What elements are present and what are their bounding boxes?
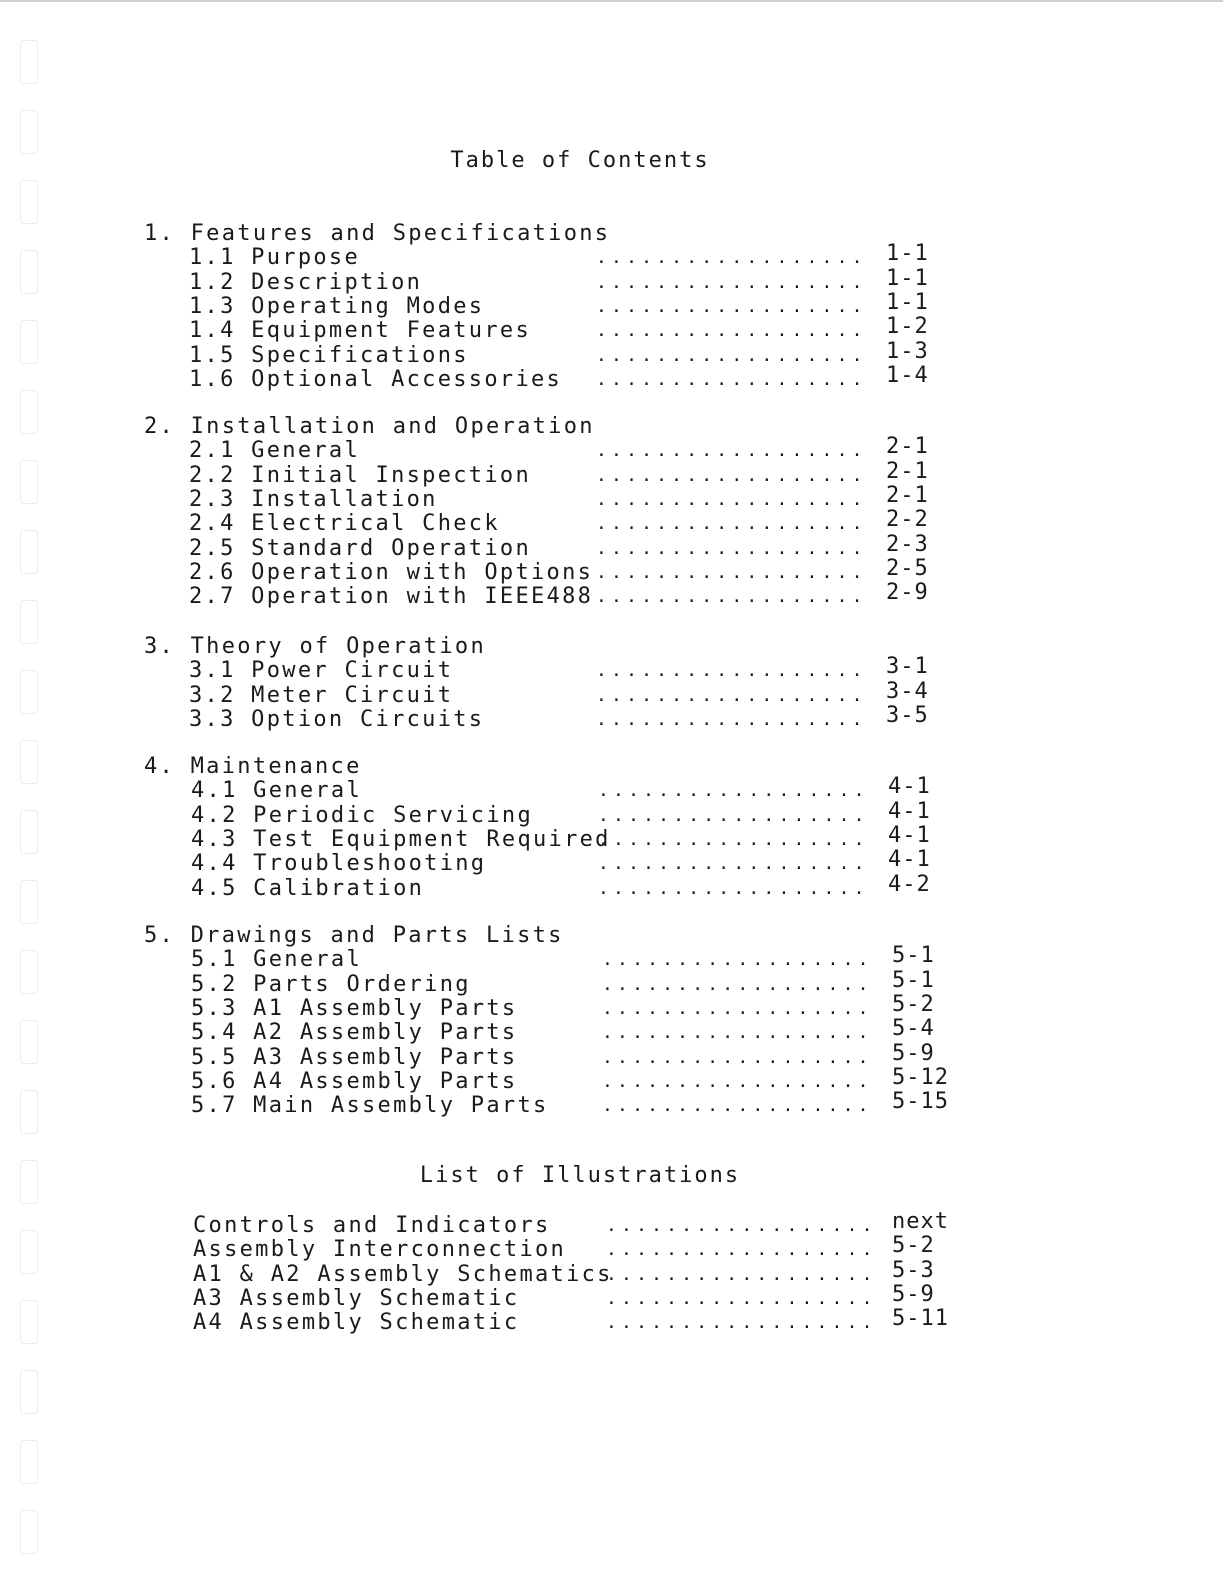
- page-number: 2-9: [886, 580, 929, 606]
- page-number: 3-5: [886, 702, 929, 728]
- page-number: 2-2: [886, 507, 929, 533]
- page-number: 1-1: [886, 289, 929, 315]
- leader-dots: ..................: [602, 973, 873, 995]
- leader-dots: ..................: [606, 1287, 877, 1309]
- leader-dots: ..................: [596, 247, 867, 269]
- leader-dots: ..................: [596, 464, 867, 486]
- page-number: 5-12: [892, 1064, 949, 1090]
- page-number: 4-2: [888, 871, 931, 897]
- section-title: 3. Theory of Operation: [144, 634, 486, 659]
- page-number: 5-2: [892, 1233, 935, 1259]
- binder-hole: [20, 1300, 38, 1344]
- toc-entry-label: 1.3 Operating Modes: [189, 293, 485, 319]
- toc-entry-label: 5.3 A1 Assembly Parts: [191, 995, 518, 1021]
- leader-dots: ..................: [602, 997, 873, 1019]
- toc-entry-label: 3.1 Power Circuit: [189, 658, 454, 684]
- leader-dots: ..................: [602, 1070, 873, 1092]
- toc-entry-label: 2.4 Electrical Check: [189, 511, 500, 537]
- binder-hole: [20, 1230, 38, 1274]
- binder-hole: [20, 950, 38, 994]
- toc-entry-label: 1.2 Description: [189, 269, 423, 295]
- leader-dots: ..................: [596, 660, 867, 682]
- page-number: 2-1: [886, 434, 929, 460]
- toc-entry-label: 4.2 Periodic Servicing: [191, 802, 533, 828]
- binder-hole: [20, 460, 38, 504]
- binder-hole: [20, 1090, 38, 1134]
- binder-hole: [20, 1370, 38, 1414]
- binder-hole: [20, 1440, 38, 1484]
- binder-hole: [20, 880, 38, 924]
- page-number: 4-1: [888, 847, 931, 873]
- section-title: 4. Maintenance: [144, 754, 362, 779]
- toc-entry-label: 2.5 Standard Operation: [189, 535, 531, 561]
- page-number: 3-1: [886, 654, 929, 680]
- toc-entry-label: 2.1 General: [189, 438, 360, 464]
- leader-dots: ..................: [602, 949, 873, 971]
- binder-hole: [20, 670, 38, 714]
- page-number: 4-1: [888, 822, 931, 848]
- toc-entry-label: 1.6 Optional Accessories: [189, 366, 563, 392]
- toc-entry-label: 2.7 Operation with IEEE488: [189, 584, 594, 610]
- leader-dots: ..................: [606, 1263, 877, 1285]
- toc-entry-label: 5.4 A2 Assembly Parts: [191, 1020, 518, 1046]
- leader-dots: ..................: [596, 368, 867, 390]
- leader-dots: ..................: [596, 488, 867, 510]
- leader-dots: ..................: [596, 561, 867, 583]
- page-number: 5-1: [892, 967, 935, 993]
- page-number: 5-9: [892, 1040, 935, 1066]
- illustration-label: A3 Assembly Schematic: [193, 1285, 520, 1311]
- leader-dots: ..................: [596, 344, 867, 366]
- page-number: 3-4: [886, 678, 929, 704]
- page-number: 5-15: [892, 1089, 949, 1115]
- illustration-label: A4 Assembly Schematic: [193, 1310, 520, 1336]
- toc-entry-label: 5.7 Main Assembly Parts: [191, 1093, 549, 1119]
- binder-hole: [20, 600, 38, 644]
- page-number: 1-4: [886, 362, 929, 388]
- page-number: 5-2: [892, 991, 935, 1017]
- toc-entry-label: 1.5 Specifications: [189, 342, 469, 368]
- illustration-label: A1 & A2 Assembly Schematics: [193, 1261, 613, 1287]
- page-number: 5-3: [892, 1257, 935, 1283]
- leader-dots: ..................: [598, 780, 869, 802]
- page-number: 1-3: [886, 338, 929, 364]
- leader-dots: ..................: [596, 440, 867, 462]
- leader-dots: ..................: [598, 828, 869, 850]
- toc-entry-label: 1.4 Equipment Features: [189, 318, 531, 344]
- toc-entry-label: 5.5 A3 Assembly Parts: [191, 1044, 518, 1070]
- page-number: 1-1: [886, 241, 929, 267]
- binder-hole: [20, 180, 38, 224]
- toc-entry-label: 3.3 Option Circuits: [189, 706, 485, 732]
- binder-hole: [20, 40, 38, 84]
- binder-hole: [20, 740, 38, 784]
- page-number: 1-1: [886, 265, 929, 291]
- toc-entry-label: 4.5 Calibration: [191, 875, 425, 901]
- page-number: 5-4: [892, 1016, 935, 1042]
- leader-dots: ..................: [606, 1215, 877, 1236]
- leader-dots: ..................: [596, 586, 867, 608]
- section-title: 5. Drawings and Parts Lists: [144, 923, 564, 948]
- leader-dots: ..................: [606, 1239, 877, 1261]
- toc-entry-label: 5.2 Parts Ordering: [191, 971, 471, 997]
- illustrations-title: List of Illustrations: [419, 1163, 741, 1188]
- leader-dots: ..................: [598, 877, 869, 899]
- leader-dots: ..................: [596, 684, 867, 706]
- leader-dots: ..................: [602, 1046, 873, 1068]
- page-number: 5-9: [892, 1281, 935, 1307]
- page-edge: [0, 0, 1223, 2]
- leader-dots: ..................: [596, 295, 867, 317]
- binder-hole: [20, 1510, 38, 1554]
- toc-entry-label: 1.1 Purpose: [189, 245, 360, 271]
- toc-entry-label: 4.4 Troubleshooting: [191, 851, 487, 877]
- page-number: 1-2: [886, 314, 929, 340]
- binder-hole: [20, 250, 38, 294]
- leader-dots: ..................: [602, 1022, 873, 1044]
- section-title: 2. Installation and Operation: [144, 414, 595, 439]
- leader-dots: ..................: [596, 320, 867, 342]
- page-number: 5-11: [892, 1306, 949, 1332]
- toc-entry-label: 4.3 Test Equipment Required: [191, 826, 611, 852]
- leader-dots: ..................: [602, 1095, 873, 1117]
- leader-dots: ..................: [596, 271, 867, 293]
- toc-entry-label: 2.3 Installation: [189, 486, 438, 512]
- toc-entry-label: 5.6 A4 Assembly Parts: [191, 1068, 518, 1094]
- illustration-label: Assembly Interconnection: [193, 1237, 567, 1263]
- page-number: 5-1: [892, 943, 935, 969]
- toc-entry-label: 2.2 Initial Inspection: [189, 462, 531, 488]
- illustration-label: Controls and Indicators: [193, 1213, 551, 1238]
- page-number: 2-3: [886, 531, 929, 557]
- leader-dots: ..................: [596, 537, 867, 559]
- binder-hole: [20, 530, 38, 574]
- page-number: next: [892, 1209, 949, 1234]
- binder-hole: [20, 1020, 38, 1064]
- toc-entry-label: 2.6 Operation with Options: [189, 559, 594, 585]
- toc-entry-label: 5.1 General: [191, 947, 362, 973]
- page-number: 2-1: [886, 458, 929, 484]
- binder-hole: [20, 390, 38, 434]
- toc-title: Table of Contents: [450, 148, 710, 173]
- toc-entry-label: 3.2 Meter Circuit: [189, 682, 454, 708]
- leader-dots: ..................: [596, 708, 867, 730]
- leader-dots: ..................: [598, 804, 869, 826]
- binder-hole-strip: [20, 40, 40, 1580]
- section-title: 1. Features and Specifications: [144, 221, 611, 246]
- leader-dots: ..................: [606, 1312, 877, 1334]
- page-number: 4-1: [888, 798, 931, 824]
- toc-entry-label: 4.1 General: [191, 778, 362, 804]
- page-number: 4-1: [888, 774, 931, 800]
- binder-hole: [20, 320, 38, 364]
- leader-dots: ..................: [598, 853, 869, 875]
- page-number: 2-5: [886, 555, 929, 581]
- page-number: 2-1: [886, 482, 929, 508]
- binder-hole: [20, 810, 38, 854]
- leader-dots: ..................: [596, 513, 867, 535]
